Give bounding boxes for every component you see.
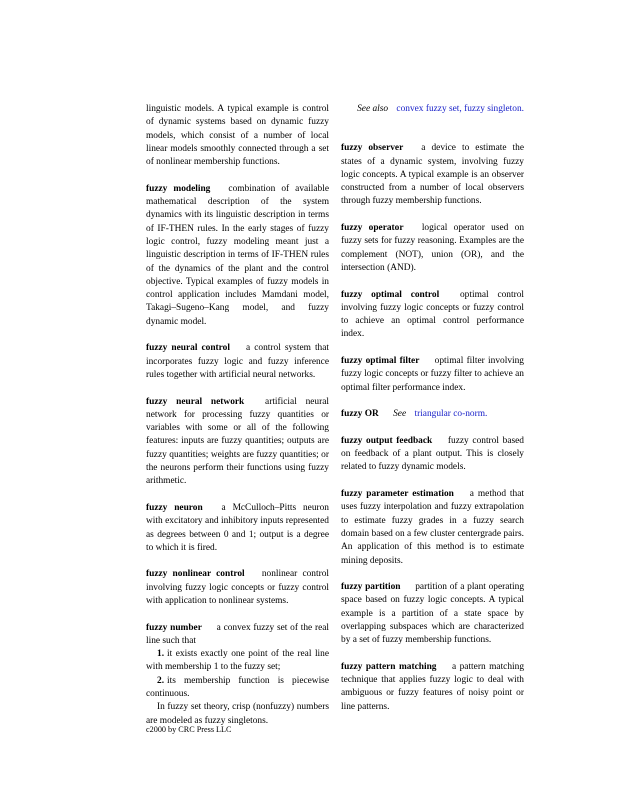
fuzzy-number-item-1 [146, 648, 329, 675]
term-fuzzy-modeling: fuzzy modeling [146, 183, 211, 194]
entry-fuzzy-optimal-control [341, 289, 524, 342]
entry-fuzzy-partition [341, 581, 524, 647]
definition-fuzzy-operator: logical operator used on fuzzy sets for fuzzy reasoning. Examples are the complement (NOT), union (OR), and the intersection (AND). [341, 223, 525, 273]
definition-fuzzy-number: a convex fuzzy set of the real line such that [146, 622, 330, 646]
term-fuzzy-nonlinear-control: fuzzy nonlinear control [146, 569, 245, 580]
link-convex-fuzzy-set[interactable]: convex fuzzy set, [396, 104, 462, 114]
definition-fuzzy-modeling: combination of available mathematical description of the system dynamics with its linguistic description in terms of IF-THEN rules. In the early stages of fuzzy logic control, fuzzy modeling meant just a linguistic description in terms of IF-THEN rules of the dynamics of the plant and the control objective. Typical examples of fuzzy models in control application includes Mamdani model, Takagi–Sugeno–Kang model, and fuzzy dynamic model. [146, 183, 330, 327]
entry-fuzzy-parameter-estimation [341, 488, 524, 568]
link-fuzzy-singleton[interactable]: fuzzy singleton. [464, 104, 524, 114]
entry-fuzzy-optimal-filter [341, 355, 524, 395]
term-fuzzy-optimal-control: fuzzy optimal control [341, 289, 440, 300]
entry-fuzzy-nonlinear-control [146, 568, 329, 608]
link-triangular-co-norm[interactable]: triangular co-norm. [414, 409, 488, 420]
see-label: See [393, 409, 407, 420]
term-fuzzy-pattern-matching: fuzzy pattern matching [341, 661, 437, 672]
definition-fuzzy-neuron: a McCulloch–Pitts neuron with excitatory and inhibitory inputs represented as degrees between 0 and 1; output is a degree to which it is fired. [146, 502, 329, 553]
definition-fuzzy-nonlinear-control: nonlinear control involving fuzzy logic concepts or fuzzy control with application to nonlinear systems. [146, 569, 329, 606]
term-fuzzy-output-feedback: fuzzy output feedback [341, 435, 433, 446]
entry-fuzzy-neural-network [146, 396, 329, 489]
entry-fuzzy-modeling [146, 183, 329, 329]
term-fuzzy-neural-control: fuzzy neural control [146, 343, 230, 354]
term-fuzzy-operator: fuzzy operator [341, 223, 404, 234]
term-fuzzy-or: fuzzy OR [341, 409, 379, 420]
definition-fuzzy-neural-network: artificial neural network for processing fuzzy quantities or variables with some or all of the following features: inputs are fuzzy quantities; outputs are fuzzy quantities; weights are fuzzy quantities; or the neurons perform their functions using fuzzy arithmetic. [146, 396, 329, 487]
definition-fuzzy-neural-control: a control system that incorporates fuzzy logic and fuzzy inference rules together with artificial neural networks. [146, 343, 330, 380]
entry-fuzzy-operator [341, 222, 524, 275]
fuzzy-number-lead [146, 622, 329, 649]
definition-fuzzy-observer: a device to estimate the states of a dynamic system, involving fuzzy logic concepts. A typical example is an observer constructed from a number of local observers through fuzzy membership functions. [341, 143, 525, 207]
left-column [146, 103, 329, 728]
copyright-footer: c2000 by CRC Press LLC [146, 725, 232, 734]
entry-fuzzy-neural-control [146, 342, 329, 382]
entry-fuzzy-output-feedback [341, 435, 524, 475]
term-fuzzy-optimal-filter: fuzzy optimal filter [341, 356, 420, 367]
item-text: it exists exactly one point of the real line with membership 1 to the fuzzy set; [146, 649, 329, 673]
fuzzy-number-note: In fuzzy set theory, crisp (nonfuzzy) numbers are modeled as fuzzy singletons. [146, 702, 329, 726]
term-fuzzy-observer: fuzzy observer [341, 143, 404, 154]
right-column [341, 103, 524, 714]
term-fuzzy-number: fuzzy number [146, 622, 202, 633]
see-also-label: See also [357, 104, 389, 114]
intro-paragraph [146, 103, 329, 169]
fuzzy-number-item-2 [146, 675, 329, 702]
entry-fuzzy-observer [341, 142, 524, 208]
definition-fuzzy-parameter-estimation: a method that uses fuzzy interpolation and fuzzy extrapolation to estimate fuzzy grades in a fuzzy search domain based on a few cluster centergrade pairs. An application of this method is to estimate mining deposits. [341, 489, 524, 566]
entry-fuzzy-pattern-matching [341, 661, 524, 714]
intro-text: linguistic models. A typical example is control of dynamic systems based on dynamic fuzzy models, which consist of a number of local linear models smoothly connected through a set of nonlinear membership functions. [146, 104, 329, 168]
item-number: 2. [157, 675, 165, 686]
definition-fuzzy-optimal-filter: optimal filter involving fuzzy logic concepts or fuzzy filter to achieve an optimal filter performance index. [341, 356, 524, 393]
item-text: its membership function is piecewise continuous. [146, 675, 329, 700]
definition-fuzzy-output-feedback: fuzzy control based on feedback of a plant output. This is closely related to fuzzy dynamic models. [341, 435, 524, 473]
see-also-line [341, 103, 524, 116]
entry-fuzzy-or [341, 408, 524, 421]
term-fuzzy-partition: fuzzy partition [341, 582, 401, 593]
entry-fuzzy-number [146, 622, 329, 728]
term-fuzzy-parameter-estimation: fuzzy parameter estimation [341, 489, 454, 500]
item-number: 1. [157, 649, 165, 660]
definition-fuzzy-partition: partition of a plant operating space based on fuzzy logic concepts. A typical example is a partition of a state space by overlapping subspaces which are characterized by a set of fuzzy membership functions. [341, 582, 525, 646]
definition-fuzzy-pattern-matching: a pattern matching technique that applies fuzzy logic to deal with ambiguous or fuzzy features of noisy point or line patterns. [341, 661, 525, 712]
definition-fuzzy-optimal-control: optimal control involving fuzzy logic concepts or fuzzy control to achieve an optimal control performance index. [341, 289, 524, 340]
term-fuzzy-neural-network: fuzzy neural network [146, 396, 245, 407]
entry-fuzzy-neuron [146, 502, 329, 555]
term-fuzzy-neuron: fuzzy neuron [146, 502, 203, 513]
